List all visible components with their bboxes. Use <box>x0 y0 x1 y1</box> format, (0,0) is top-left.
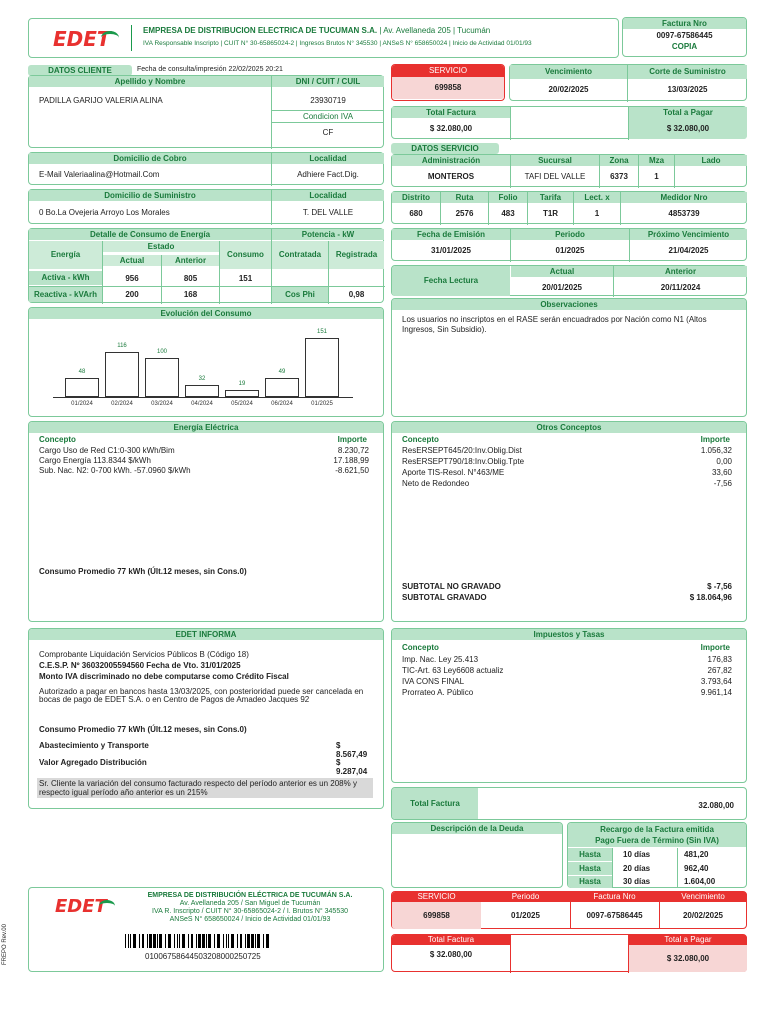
chart-x-tick: 04/2024 <box>191 401 213 407</box>
dni-value: 23930719 <box>310 96 346 105</box>
chart-value-label: 48 <box>78 369 86 375</box>
impuestos-row: Imp. Nac. Ley 25.413 176,83 <box>402 655 732 664</box>
datos-cliente-title: DATOS CLIENTE <box>28 65 132 76</box>
suministro-box <box>28 189 384 224</box>
cosphi-label: Cos Phi <box>272 287 328 302</box>
lectura-box <box>391 265 747 296</box>
chart-x-tick: 02/2024 <box>111 401 133 407</box>
impuestos-row: IVA CONS FINAL 3.793,64 <box>402 677 732 686</box>
emision-value: 31/01/2025 <box>430 246 472 255</box>
zona-label: Zona <box>600 155 638 166</box>
periodo-value: 01/2025 <box>555 246 585 255</box>
recargo-row: Hasta 20 días 962,40 <box>568 862 746 875</box>
suministro-localidad-value: T. DEL VALLE <box>302 208 354 217</box>
footer-servicio-value: 699858 <box>392 902 481 929</box>
footer-factura-label: Factura Nro <box>570 892 659 902</box>
barcode-bar <box>228 934 229 948</box>
total-factura-box <box>391 787 747 820</box>
lectx-value: 1 <box>594 209 600 218</box>
recargo-box <box>567 822 747 888</box>
barcode-bar <box>165 934 166 948</box>
company-header <box>28 18 619 58</box>
anterior-value: 20/11/2024 <box>660 283 701 292</box>
barcode-bar <box>125 934 126 948</box>
energia-promedio: Consumo Promedio 77 kWh (Últ.12 meses, sin Cons.0) <box>39 567 247 576</box>
sucursal-value: TAFI DEL VALLE <box>524 172 586 181</box>
barcode-bar <box>196 934 197 948</box>
otros-row: ResERSEPT645/20:Inv.Oblig.Dist 1.056,32 <box>402 446 732 455</box>
vencimiento-box <box>509 64 747 101</box>
barcode-bar <box>255 934 256 948</box>
footer-venc-value: 20/02/2025 <box>682 911 724 920</box>
subtotal-no-gravado: SUBTOTAL NO GRAVADO $ -7,56 <box>402 582 732 591</box>
chart-box <box>28 307 384 417</box>
chart-x-tick: 03/2024 <box>151 401 173 407</box>
footer-periodo-value: 01/2025 <box>511 911 540 920</box>
cosphi-value: 0,98 <box>348 290 365 299</box>
energia-label: Energía <box>29 241 102 269</box>
otros-title: Otros Conceptos <box>392 422 746 433</box>
chart-bar <box>105 352 139 397</box>
edet-informa-title: EDET INFORMA <box>29 629 383 640</box>
footer-pagar-value: $ 32.080,00 <box>629 945 747 972</box>
emision-box <box>391 228 747 261</box>
footer-factura-value: 0097-67586445 <box>586 911 643 920</box>
total-factura-label: Total Factura <box>392 107 510 118</box>
abastecimiento-row: Abastecimiento y Transporte $ 8.567,49 <box>39 741 368 759</box>
otros-row: Aporte TIS-Resol. N°463/ME 33,60 <box>402 468 732 477</box>
chart-area <box>29 320 383 416</box>
chart-value-label: 151 <box>316 329 327 335</box>
footer-servicio-label: SERVICIO <box>392 892 481 902</box>
company-name: EMPRESA DE DISTRIBUCION ELECTRICA DE TUCUMAN S.A. <box>143 26 378 35</box>
barcode-bar <box>257 934 260 948</box>
activa-consumo: 151 <box>238 274 253 283</box>
barcode-bar <box>130 934 131 948</box>
energia-row: Sub. Nac. N2: 0-700 kWh. -57.0960 $/kWh -8.621,50 <box>39 466 369 475</box>
barcode-bar <box>128 934 129 948</box>
venc-value: 20/02/2025 <box>548 85 589 94</box>
chart-x-tick: 05/2024 <box>231 401 253 407</box>
recargo-title: Recargo de la Factura emitida Pago Fuera de Término (Sin IVA) <box>568 823 746 847</box>
apellido-label: Apellido y Nombre <box>29 76 271 87</box>
barcode-bar <box>168 934 171 948</box>
barcode-bar <box>240 934 242 948</box>
company-address: | Av. Avellaneda 205 | Tucumán <box>379 26 491 35</box>
tarifa-value: T1R <box>542 209 559 218</box>
footer-venc-label: Vencimiento <box>659 892 747 902</box>
observaciones-text: Los usuarios no inscriptos en el RASE serán encuadrados por Nación como N1 (Altos Ingresos, Sin Subsidio). <box>402 315 707 334</box>
cobro-value: E-Mail Valeriaalina@Hotmail.Com <box>39 170 160 179</box>
barcode-bar <box>157 934 158 948</box>
barcode-bar <box>217 934 220 948</box>
footer-total-value: $ 32.080,00 <box>429 950 473 959</box>
energia-row: Cargo Energía 113.8344 $/kWh 17.188,99 <box>39 456 369 465</box>
barcode-bar <box>174 934 175 948</box>
sucursal-label: Sucursal <box>511 155 599 166</box>
datos-servicio-title: DATOS SERVICIO <box>391 143 499 154</box>
impuestos-row: TIC-Art. 63 Ley6608 actualiz 267,82 <box>402 666 732 675</box>
actual-col-label: Actual <box>103 255 161 266</box>
admin-label: Administración <box>392 155 510 166</box>
barcode-bar <box>177 934 178 948</box>
suministro-localidad-label: Localidad <box>272 190 384 201</box>
cobro-box <box>28 152 384 185</box>
barcode-bar <box>231 934 234 948</box>
variacion-nota: Sr. Cliente la variación del consumo facturado respecto del período anterior es un 208% y respecto igual período año anterior es un 215% <box>37 778 373 798</box>
deuda-title: Descripción de la Deuda <box>392 823 562 834</box>
corte-label: Corte de Suministro <box>628 65 747 79</box>
chart-bar <box>65 378 99 397</box>
registrada-label: Registrada <box>329 241 384 269</box>
otros-importe-label: Importe <box>700 435 730 444</box>
cliente-box <box>28 75 384 148</box>
reactiva-anterior: 168 <box>183 290 198 299</box>
mza-value: 1 <box>654 172 659 181</box>
barcode-bar <box>139 934 140 948</box>
consumo-title: Detalle de Consumo de Energía <box>29 229 271 240</box>
edet-logo: EDET <box>53 27 111 51</box>
total-factura-value: $ 32.080,00 <box>429 124 473 133</box>
iva-value: CF <box>322 128 334 137</box>
chart-baseline <box>53 397 353 398</box>
corte-value: 13/03/2025 <box>667 85 708 94</box>
subtotal-gravado: SUBTOTAL GRAVADO $ 18.064,96 <box>402 593 732 602</box>
footer-company-box <box>28 887 384 972</box>
footer-address: Av. Avellaneda 205 / San Miguel de Tucumán <box>179 900 321 907</box>
barcode-number: 01006758644503208000250725 <box>145 952 261 961</box>
invoice-copy: COPIA <box>671 42 698 51</box>
energia-importe-label: Importe <box>337 435 367 444</box>
footer-periodo-label: Periodo <box>481 892 570 902</box>
barcode-bar <box>191 934 193 948</box>
barcode-bar <box>223 934 224 948</box>
invoice-number-box <box>622 17 747 57</box>
chart-x-tick: 06/2024 <box>271 401 293 407</box>
barcode-bar <box>147 934 148 948</box>
barcode-bar <box>266 934 269 948</box>
barcode-bar <box>208 934 211 948</box>
informa-line: Consumo Promedio 77 kWh (Últ.12 meses, sin Cons.0) <box>39 725 247 734</box>
suministro-value: 0 Bo.La Ovejeria Arroyo Los Morales <box>39 208 170 217</box>
medidor-value: 4853739 <box>668 209 700 218</box>
contratada-label: Contratada <box>272 241 328 269</box>
logo-swoosh-icon <box>101 31 119 45</box>
energia-title: Energía Eléctrica <box>29 422 383 433</box>
informa-line: Comprobante Liquidación Servicios Públicos B (Código 18) <box>39 650 249 659</box>
chart-bar <box>265 378 299 397</box>
vad-row: Valor Agregado Distribución $ 9.287,04 <box>39 758 368 776</box>
barcode-bar <box>251 934 254 948</box>
consumo-box <box>28 228 384 303</box>
invoice-number: 0097-67586445 <box>656 31 713 40</box>
reactiva-actual: 200 <box>125 290 139 299</box>
chart-title: Evolución del Consumo <box>29 308 383 319</box>
deuda-box <box>391 822 563 888</box>
zona-value: 6373 <box>610 172 628 181</box>
anterior-label: Anterior <box>614 266 747 277</box>
informa-line: Autorizado a pagar en bancos hasta 13/03/2025, con posterioridad puede ser cancelada en bocas de pago de EDET S.A. o en Centro de Pagos de Amadeo Jacques 92 <box>39 687 364 704</box>
barcode-bar <box>179 934 180 948</box>
actual-label: Actual <box>511 266 613 277</box>
footer-anses: ANSeS N° 658650024 / Inicio de Actividad 01/01/93 <box>169 916 331 923</box>
barcode-bar <box>237 934 238 948</box>
barcode-bar <box>188 934 189 948</box>
chart-bar <box>225 390 259 397</box>
total-pagar-label: Total a Pagar <box>629 107 747 118</box>
distrito-value: 680 <box>409 209 423 218</box>
chart-value-label: 32 <box>198 376 206 382</box>
folio-label: Folio <box>489 192 527 203</box>
lectura-label: Fecha Lectura <box>392 266 510 296</box>
medidor-label: Medidor Nro <box>621 192 747 203</box>
informa-line: C.E.S.P. Nº 36032005594560 Fecha de Vto. 31/01/2025 <box>39 661 241 670</box>
chart-x-tick: 01/2025 <box>311 401 333 407</box>
barcode-bar <box>263 934 264 948</box>
edet-informa-box <box>28 628 384 809</box>
total-factura-value: 32.080,00 <box>698 801 734 810</box>
anterior-col-label: Anterior <box>162 255 219 266</box>
barcode-bar <box>133 934 136 948</box>
observaciones-box <box>391 298 747 417</box>
otros-row: ResERSEPT790/18:Inv.Oblig.Tpte 0,00 <box>402 457 732 466</box>
estado-label: Estado <box>103 241 219 252</box>
recargo-row: Hasta 10 días 481,20 <box>568 848 746 861</box>
total-pagar-value: $ 32.080,00 <box>629 118 747 139</box>
proximo-label: Próximo Vencimiento <box>630 229 747 240</box>
consumo-col-label: Consumo <box>220 241 271 269</box>
proximo-value: 21/04/2025 <box>668 246 709 255</box>
recargo-row: Hasta 30 días 1.604,00 <box>568 876 746 888</box>
lectx-label: Lect. x <box>574 192 620 203</box>
company-tax-line: IVA Responsable Inscripto | CUIT N° 30-65865024-2 | Ingresos Brutos N° 345530 | ANSeS N° 658650024 | Inicio de Actividad 01/01/93 <box>143 40 532 47</box>
cobro-label: Domicilio de Cobro <box>29 153 271 164</box>
fecha-consulta: Fecha de consulta/impresión 22/02/2025 20:21 <box>137 66 283 73</box>
iva-label: Condicion IVA <box>302 112 354 121</box>
distrito-label: Distrito <box>392 192 440 203</box>
footer-edet-logo: EDET <box>55 896 107 917</box>
chart-value-label: 49 <box>278 369 286 375</box>
chart-bar <box>145 358 179 397</box>
footer-company-name: EMPRESA DE DISTRIBUCIÓN ELÉCTRICA DE TUCUMÁN S.A. <box>147 892 353 899</box>
emision-label: Fecha de Emisión <box>392 229 510 240</box>
footer-iva: IVA R. Inscripto / CUIT N° 30-65865024-2 / I. Brutos N° 345530 <box>152 908 348 915</box>
otros-concepto-label: Concepto <box>402 435 439 444</box>
ruta-label: Ruta <box>441 192 488 203</box>
footer-totales-box <box>391 934 747 972</box>
chart-value-label: 100 <box>156 349 167 355</box>
footer-total-label: Total Factura <box>392 935 510 945</box>
ruta-value: 2576 <box>455 209 474 218</box>
impuestos-concepto-label: Concepto <box>402 643 439 652</box>
chart-bar <box>185 385 219 397</box>
impuestos-importe-label: Importe <box>700 643 730 652</box>
servicio-value: 699858 <box>392 77 504 99</box>
otros-box <box>391 421 747 622</box>
total-factura-label: Total Factura <box>392 788 478 819</box>
folio-value: 483 <box>501 209 515 218</box>
informa-line: Monto IVA discriminado no debe computarse como Crédito Fiscal <box>39 672 289 681</box>
reactiva-label: Reactiva - kVArh <box>29 287 102 302</box>
datos-servicio-box <box>391 154 747 187</box>
chart-bar <box>305 338 339 397</box>
impuestos-title: Impuestos y Tasas <box>392 629 746 640</box>
energia-concepto-label: Concepto <box>39 435 76 444</box>
activa-anterior: 805 <box>183 274 198 283</box>
footer-side-code: FREPO Rev.00 <box>2 924 8 965</box>
apellido-value: PADILLA GARIJO VALERIA ALINA <box>39 96 163 105</box>
distrito-box <box>391 191 747 224</box>
impuestos-row: Prorrateo A. Público 9.961,14 <box>402 688 732 697</box>
chart-value-label: 116 <box>117 343 127 349</box>
observaciones-title: Observaciones <box>392 299 746 310</box>
barcode-bar <box>247 934 250 948</box>
impuestos-box <box>391 628 747 783</box>
chart-value-label: 19 <box>238 381 246 387</box>
venc-label: Vencimiento <box>510 65 627 79</box>
mza-label: Mza <box>639 155 674 166</box>
barcode-bar <box>202 934 205 948</box>
chart-x-tick: 01/2024 <box>71 401 93 407</box>
periodo-label: Periodo <box>511 229 629 240</box>
footer-logo-swoosh-icon <box>99 900 115 912</box>
activa-label: Activa - kWh <box>29 271 102 285</box>
admin-value: MONTEROS <box>427 172 475 181</box>
barcode-bar <box>226 934 227 948</box>
suministro-label: Domicilio de Suministro <box>29 190 271 201</box>
cobro-localidad-label: Localidad <box>272 153 384 164</box>
dni-label: DNI / CUIT / CUIL <box>272 76 384 87</box>
tarifa-label: Tarifa <box>528 192 573 203</box>
barcode <box>125 934 285 948</box>
totales-box <box>391 106 747 139</box>
energia-box <box>28 421 384 622</box>
barcode-bar <box>206 934 207 948</box>
actual-value: 20/01/2025 <box>541 283 583 292</box>
barcode-bar <box>245 934 246 948</box>
barcode-bar <box>214 934 215 948</box>
barcode-bar <box>159 934 162 948</box>
cobro-localidad-value: Adhiere Fact.Dig. <box>297 170 359 179</box>
servicio-label: SERVICIO <box>392 65 504 77</box>
energia-row: Cargo Uso de Red C1:0-300 kWh/Bim 8.230,72 <box>39 446 369 455</box>
barcode-bar <box>198 934 201 948</box>
potencia-title: Potencia - kW <box>272 229 384 240</box>
lado-label: Lado <box>675 155 747 166</box>
footer-pagar-label: Total a Pagar <box>629 935 747 945</box>
invoice-label: Factura Nro <box>623 18 746 29</box>
otros-row: Neto de Redondeo -7,56 <box>402 479 732 488</box>
barcode-bar <box>153 934 156 948</box>
barcode-bar <box>142 934 144 948</box>
barcode-bar <box>182 934 185 948</box>
footer-servicio-box <box>391 891 747 929</box>
servicio-box <box>391 64 505 101</box>
barcode-bar <box>149 934 152 948</box>
activa-actual: 956 <box>125 274 139 283</box>
